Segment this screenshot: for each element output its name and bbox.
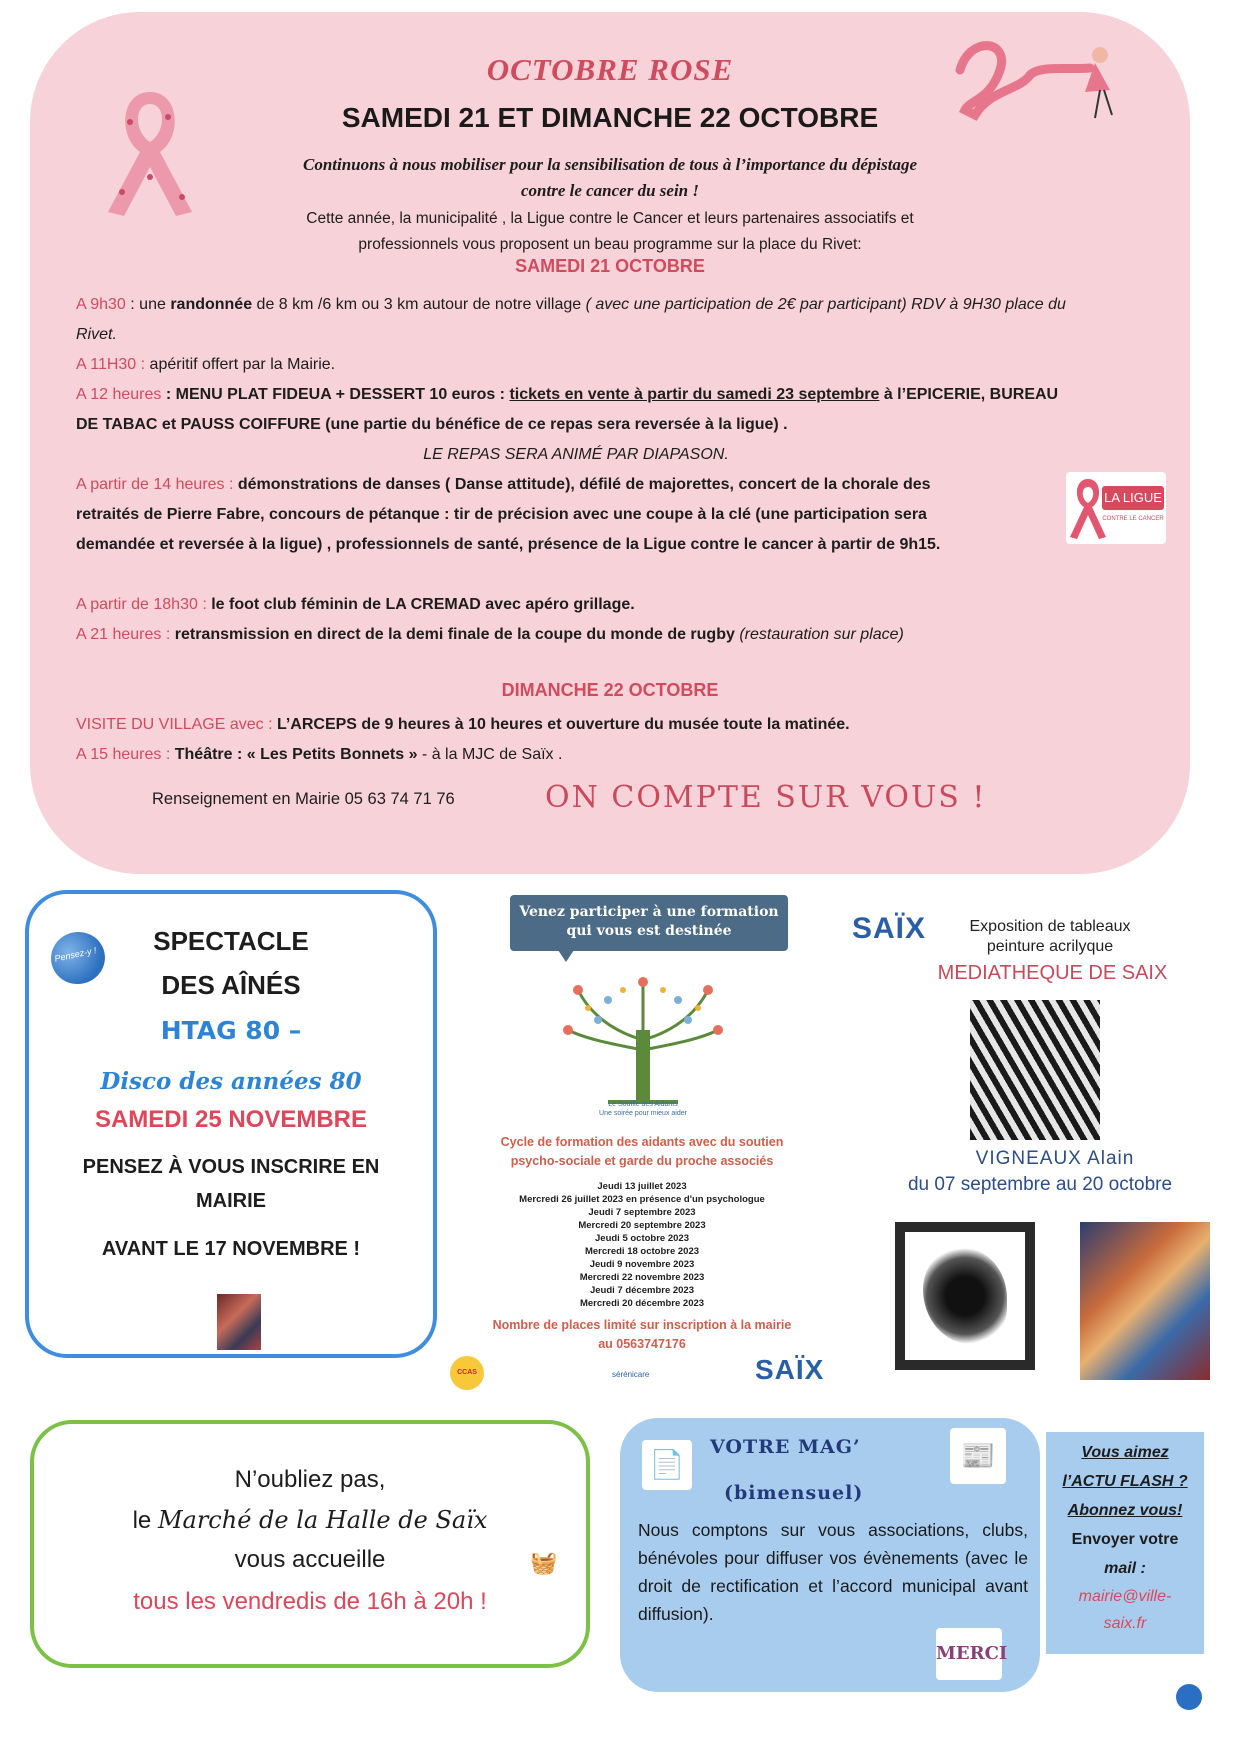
spectacle-line-8: AVANT LE 17 NOVEMBRE ! (101, 1238, 361, 1260)
program-text: L’ARCEPS de 9 heures à 10 heures et ouverture du musée toute la matinée. (272, 716, 850, 733)
actu-line-3: Abonnez vous! (1067, 1502, 1183, 1519)
marche-line-4: tous les vendredis de 16h à 20h ! (133, 1588, 487, 1615)
mag-text: Nous comptons sur vous associations, clubs, bénévoles pour diffuser vos évènements (avec le droit de rectification et l’accord municipal avant diffusion). (638, 1520, 1028, 1624)
marche-line-1: N’oubliez pas, (234, 1466, 386, 1493)
sunday-heading: DIMANCHE 22 OCTOBRE (501, 680, 719, 700)
formation-date: Jeudi 7 septembre 2023 (588, 1207, 696, 1218)
formation-date: Mercredi 22 novembre 2023 (579, 1272, 705, 1283)
program-saturday-afternoon (76, 470, 996, 560)
la-ligue-sublabel: CONTRE LE CANCER (1102, 516, 1164, 522)
spectacle-line-3: HTAG 80 – (160, 1016, 302, 1045)
program-saturday-randonnee (76, 290, 1076, 350)
contact-info: Renseignement en Mairie 05 63 74 71 76 (152, 790, 455, 808)
program-saturday-menu-note: LE REPAS SERA ANIMÉ PAR DIAPASON. (423, 446, 729, 463)
bubble-line-2: qui vous est destinée (566, 923, 732, 939)
spectacle-line-5: SAMEDI 25 NOVEMBRE (94, 1106, 368, 1133)
formation-date: Jeudi 9 novembre 2023 (589, 1259, 695, 1270)
painting-frame-1 (895, 1222, 1035, 1370)
formation-bubble (510, 895, 788, 951)
program-text: : une (125, 296, 171, 313)
program-text: tickets en vente à partir du samedi 23 septembre (509, 386, 880, 403)
exposition-place: MEDIATHEQUE DE SAIX (937, 962, 1168, 984)
time-label: A 11H30 : (76, 356, 146, 373)
desc-line-1: Cette année, la municipalité , la Ligue contre le Cancer et leurs partenaires associatifs et (306, 210, 914, 227)
formation-places (452, 1316, 832, 1354)
event-dates: SAMEDI 21 ET DIMANCHE 22 OCTOBRE (341, 102, 879, 133)
program-text: Théâtre : « Les Petits Bonnets » (170, 746, 418, 763)
places-line-2: au 0563747176 (598, 1337, 686, 1351)
exposition-title (950, 917, 1150, 957)
actu-line-5: mail : (1104, 1560, 1146, 1577)
program-note: ( avec une participation de 2€ par participant) RDV à 9H30 place du Rivet. (76, 296, 1066, 343)
tree-caption-2: Une soirée pour mieux aider (599, 1110, 687, 1117)
saix-logo: SAÏX (755, 1354, 825, 1385)
program-text: : MENU PLAT FIDEUA + DESSERT 10 euros : (161, 386, 510, 403)
marche-line-2a: le (132, 1507, 158, 1534)
time-label: A 21 heures : (76, 626, 171, 643)
intro-text (180, 152, 1040, 204)
painting-figure (923, 1248, 1007, 1344)
formation-date: Jeudi 13 juillet 2023 (597, 1181, 687, 1192)
places-line-1: Nombre de places limité sur inscription à la mairie (492, 1318, 792, 1332)
desc-line-2: professionnels vous proposent un beau programme sur la place du Rivet: (358, 236, 862, 253)
decorative-dot (1176, 1684, 1202, 1710)
actu-flash-box (1046, 1432, 1204, 1654)
marche-box (30, 1420, 590, 1668)
zebra-painting (970, 1000, 1100, 1140)
expo-title-line-2: peinture acrilyque (986, 938, 1114, 955)
basket-icon: 🧺 (530, 1550, 558, 1575)
bubble-text (510, 895, 788, 941)
program-text: apéritif offert par la Mairie. (145, 356, 336, 373)
spectacle-line-7: MAIRIE (196, 1190, 266, 1212)
tree-caption-1: Le Souffle des Aidants (608, 1101, 678, 1108)
la-ligue-label: LA LIGUE (1102, 486, 1164, 510)
tree-caption (548, 1100, 738, 1118)
merci-label: MERCI (936, 1628, 1002, 1680)
exposition-dates: du 07 septembre au 20 octobre (907, 1174, 1173, 1195)
page-title: OCTOBRE ROSE (486, 52, 734, 87)
serenicare-logo: sérénicare (612, 1370, 650, 1379)
program-sunday-theatre (76, 740, 1076, 770)
program-saturday-menu (76, 380, 1076, 440)
bubble-tail (558, 950, 574, 962)
document-icon: 📄 (642, 1440, 692, 1490)
spectacle-line-1: SPECTACLE (153, 926, 309, 956)
program-saturday-rugby (76, 620, 1076, 650)
program-text: retransmission en direct de la demi finale de la coupe du monde de rugby (170, 626, 740, 643)
mag-subtitle: (bimensuel) (724, 1482, 864, 1504)
marche-line-3: vous accueille (234, 1546, 386, 1573)
tree-icon (548, 970, 738, 1120)
la-ligue-logo (1066, 472, 1166, 544)
program-text: - à la MJC de Saïx . (417, 746, 563, 763)
formation-cycle (462, 1133, 822, 1171)
time-label: A 9h30 (76, 296, 126, 313)
saturday-heading: SAMEDI 21 OCTOBRE (515, 256, 705, 276)
octobre-rose-section (30, 12, 1190, 874)
intro-line-2: contre le cancer du sein ! (520, 181, 700, 200)
spectacle-line-4: Disco des années 80 (100, 1068, 362, 1095)
formation-dates (462, 1180, 822, 1310)
program-text: randonnée (170, 296, 253, 313)
program-text: démonstrations de danses ( Danse attitude), défilé de majorettes, concert de la chorale des retraités de Pierre Fabre, concours de pétanque : tir de précision avec une coupe à la clé (une participation sera demandée et reversée à la ligue) , professionnels de santé, présence de la Ligue contre le cancer à partir de 9h15. (76, 476, 941, 553)
mag-box (620, 1418, 1040, 1692)
exposition-artist: VIGNEAUX Alain (975, 1148, 1135, 1169)
program-saturday-foot (76, 590, 1076, 620)
formation-date: Mercredi 20 septembre 2023 (578, 1220, 706, 1231)
bubble-line-1: Venez participer à une formation (519, 904, 779, 920)
cycle-line-1: Cycle de formation des aidants avec du soutien (500, 1135, 784, 1149)
formation-date: Mercredi 18 octobre 2023 (584, 1246, 700, 1257)
mag-title: VOTRE MAG’ (710, 1436, 861, 1458)
formation-date: Jeudi 5 octobre 2023 (595, 1233, 689, 1244)
marche-line-2 (34, 1506, 586, 1535)
time-label: A 12 heures (76, 386, 162, 403)
spectacle-box (25, 890, 437, 1358)
newspaper-icon: 📰 (950, 1428, 1006, 1484)
time-label: A 15 heures : (76, 746, 171, 763)
program-note: (restauration sur place) (739, 626, 904, 643)
time-label: VISITE DU VILLAGE avec : (76, 716, 273, 733)
formation-date: Jeudi 7 décembre 2023 (589, 1285, 695, 1296)
spectacle-line-6: PENSEZ À VOUS INSCRIRE EN (82, 1156, 380, 1178)
actu-email-link[interactable]: mairie@ville-saix.fr (1078, 1588, 1172, 1632)
time-label: A partir de 14 heures : (76, 476, 234, 493)
expo-title-line-1: Exposition de tableaux (969, 918, 1131, 935)
formation-date: Mercredi 26 juillet 2023 en présence d'un psychologue (519, 1194, 765, 1205)
cycle-line-2: psycho-sociale et garde du proche associés (510, 1154, 774, 1168)
program-sunday-visite (76, 710, 1076, 740)
intro-line-1: Continuons à nous mobiliser pour la sensibilisation de tous à l’importance du dépistage (302, 155, 917, 174)
ccas-logo: CCAS (450, 1356, 484, 1390)
program-text: de 8 km /6 km ou 3 km autour de notre village (252, 296, 586, 313)
actu-line-1: Vous aimez (1081, 1444, 1169, 1461)
saix-logo: SAÏX (852, 912, 927, 945)
program-saturday-aperitif (76, 350, 1076, 380)
program-text: le foot club féminin de LA CREMAD avec apéro grillage. (206, 596, 635, 613)
actu-line-2: l’ACTU FLASH ? (1062, 1473, 1188, 1490)
badge-label: Pensez-y ! (53, 945, 98, 964)
slogan: ON COMPTE SUR VOUS ! (545, 780, 987, 815)
actu-line-4: Envoyer votre (1071, 1531, 1179, 1548)
painting-frame-2 (1080, 1222, 1210, 1380)
program-text: à l’EPICERIE, BUREAU DE TABAC et PAUSS COIFFURE (une partie du bénéfice de ce repas sera reversée à la ligue) . (76, 386, 1059, 433)
marche-line-2b: Marché de la Halle de Saïx (157, 1506, 488, 1534)
description-text (190, 206, 1030, 258)
spectacle-line-2: DES AÎNÉS (161, 970, 301, 1000)
disco-thumbnail (217, 1294, 261, 1350)
formation-date: Mercredi 20 décembre 2023 (579, 1298, 705, 1309)
time-label: A partir de 18h30 : (76, 596, 207, 613)
